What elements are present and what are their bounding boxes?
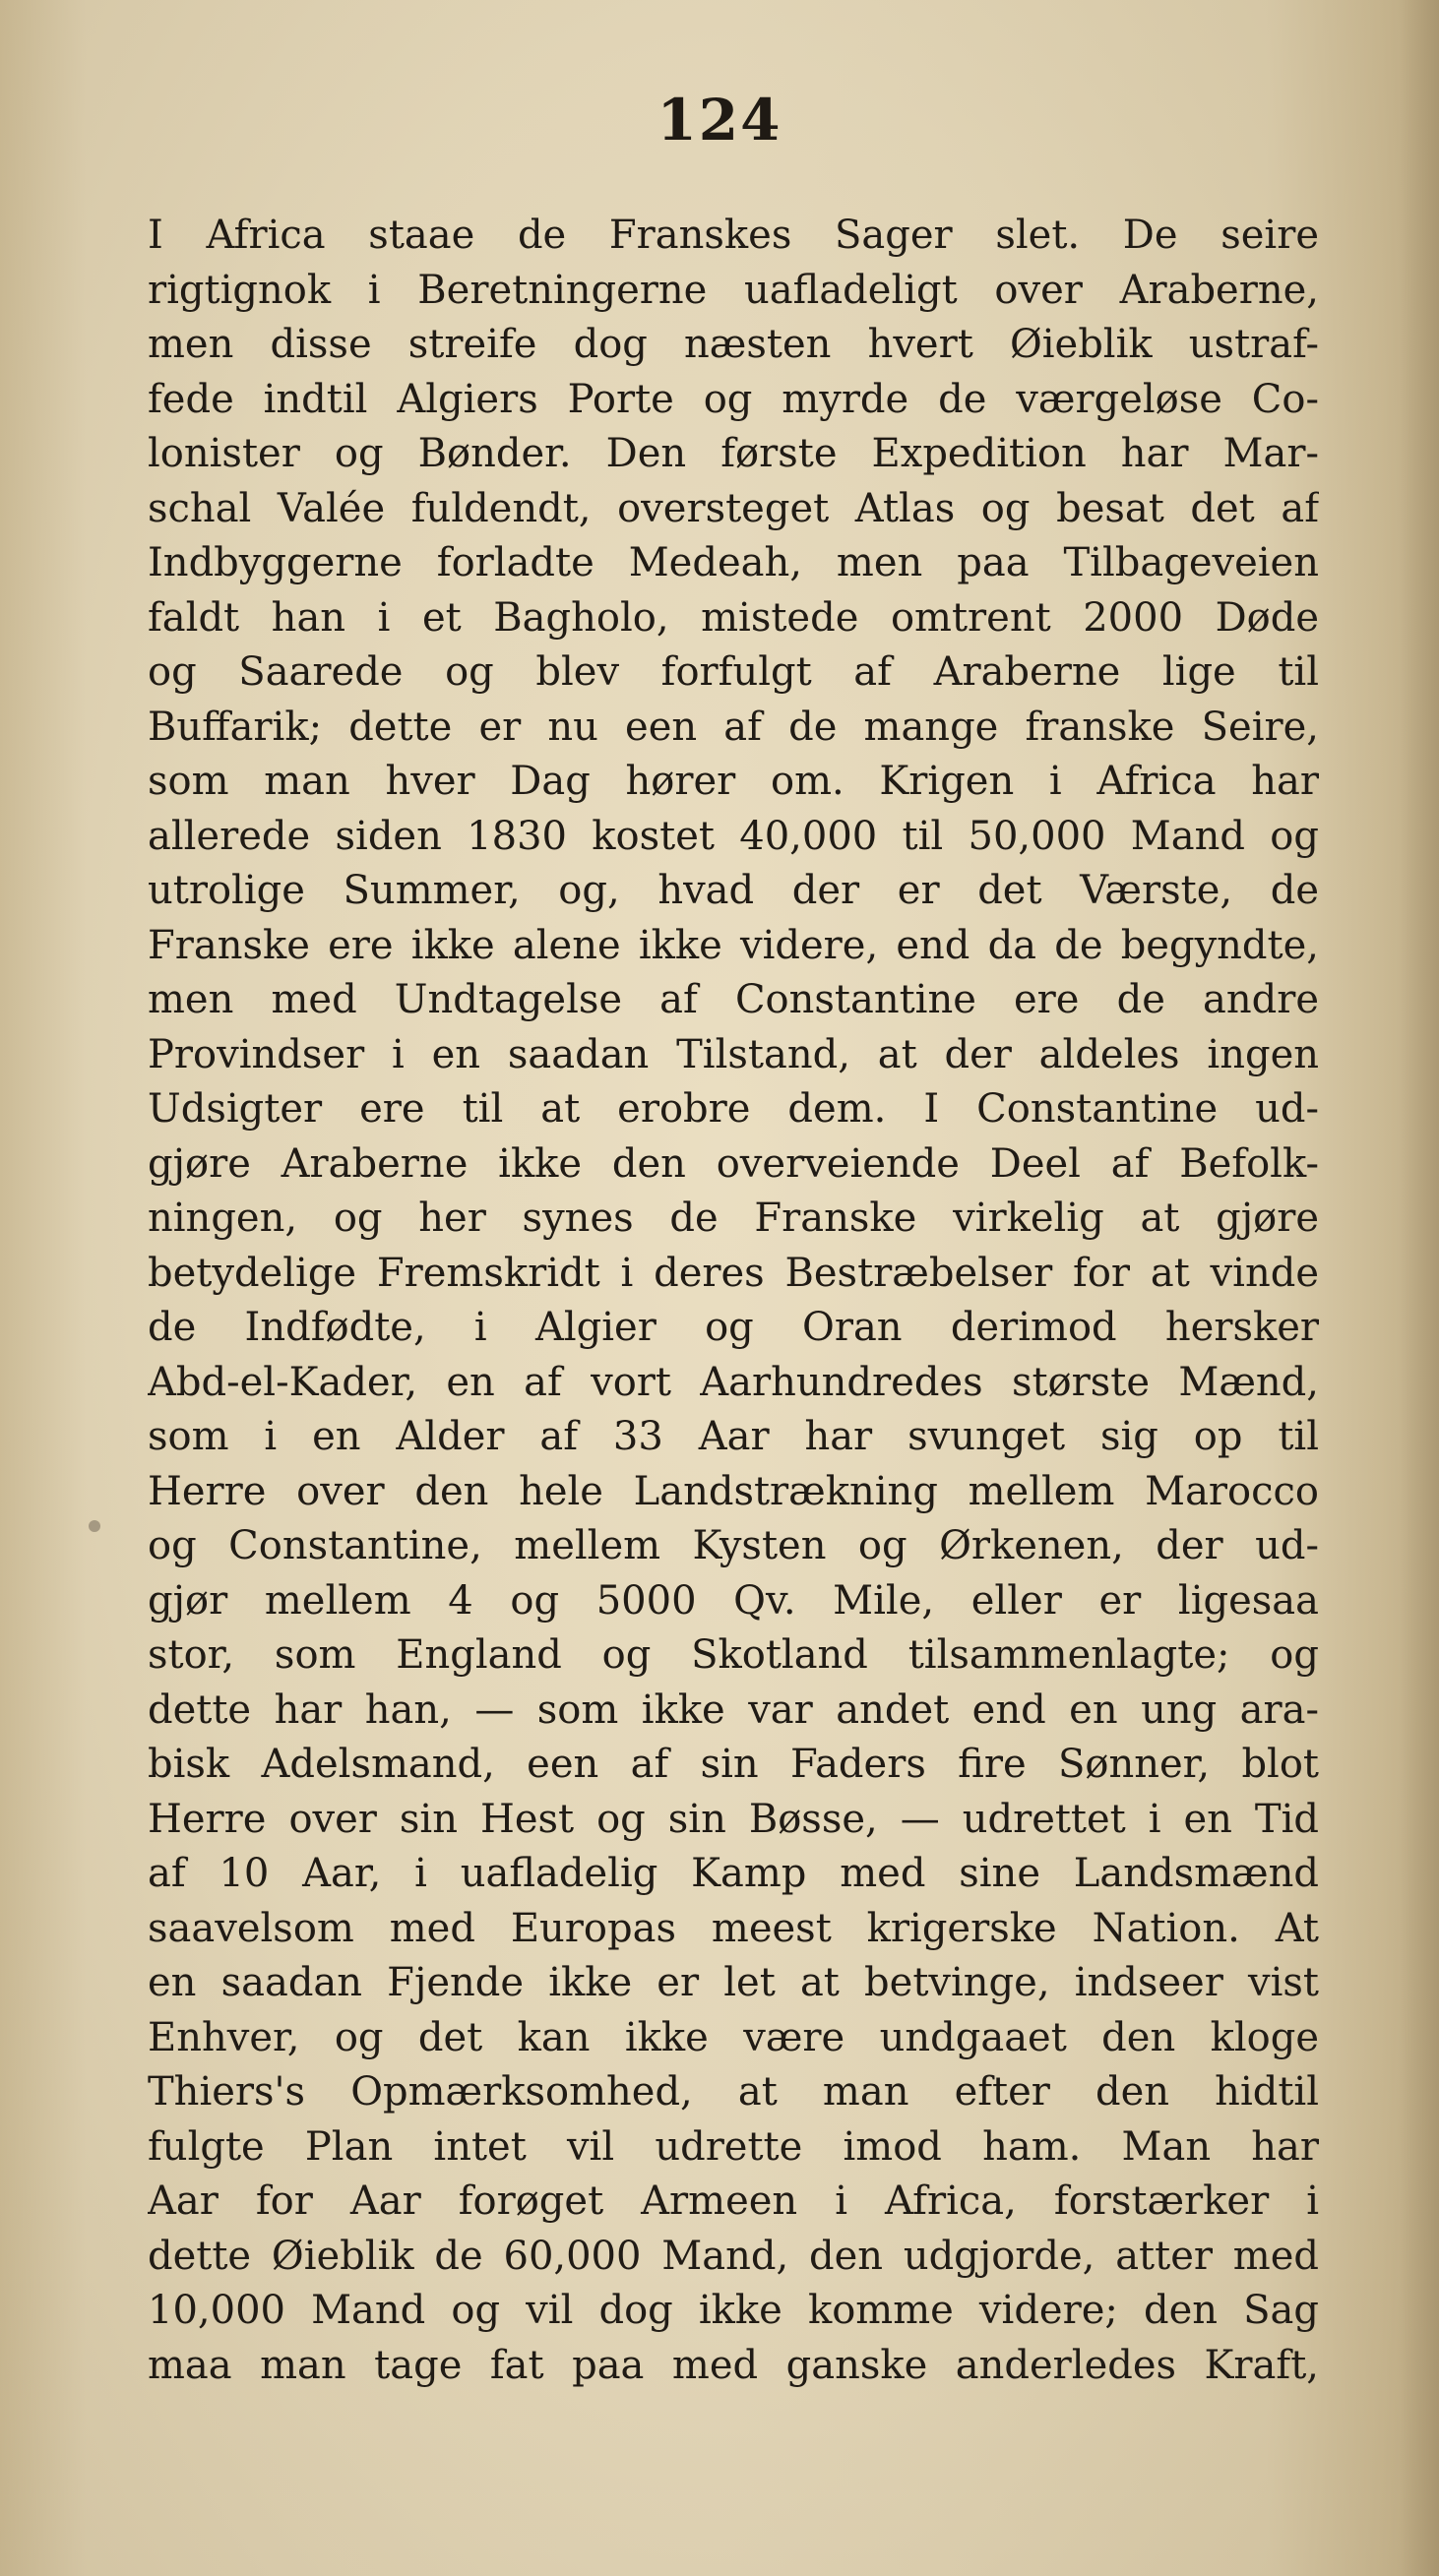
text-line: bisk Adelsmand, een af sin Faders fire Sønner, blot	[148, 1742, 1319, 1787]
text-line: Abd-el-Kader, en af vort Aarhundredes største Mænd,	[148, 1359, 1319, 1405]
ink-smudge	[89, 1520, 100, 1532]
text-line: lonister og Bønder. Den første Expedition har Mar-	[148, 431, 1319, 476]
text-line: Provindser i en saadan Tilstand, at der aldeles ingen	[148, 1031, 1319, 1077]
text-line: Herre over den hele Landstrækning mellem Marocco	[148, 1468, 1319, 1514]
body-text	[148, 209, 1319, 2393]
text-line: Udsigter ere til at erobre dem. I Constantine ud-	[148, 1086, 1319, 1132]
text-line: Indbyggerne forladte Medeah, men paa Tilbageveien	[148, 540, 1319, 585]
text-line: schal Valée fuldendt, oversteget Atlas og besat det af	[148, 485, 1319, 531]
text-line: Herre over sin Hest og sin Bøsse, — udrettet i en Tid	[148, 1796, 1319, 1842]
text-line: som i en Alder af 33 Aar har svunget sig op til	[148, 1414, 1319, 1459]
text-line: betydelige Fremskridt i deres Bestræbelser for at vinde	[148, 1250, 1319, 1296]
page-edge-shadow	[1400, 0, 1439, 2576]
text-line: af 10 Aar, i uafladelig Kamp med sine Landsmænd	[148, 1851, 1319, 1896]
text-line: allerede siden 1830 kostet 40,000 til 50,000 Mand og	[148, 813, 1319, 859]
text-line: I Africa staae de Franskes Sager slet. De seire	[148, 213, 1319, 258]
text-line: gjør mellem 4 og 5000 Qv. Mile, eller er ligesaa	[148, 1577, 1319, 1624]
text-line: fede indtil Algiers Porte og myrde de værgeløse Co-	[148, 376, 1319, 422]
text-line: og Saarede og blev forfulgt af Araberne lige til	[148, 649, 1319, 695]
text-line: Franske ere ikke alene ikke videre, end da de begyndte,	[148, 922, 1319, 968]
text-line: Aar for Aar forøget Armeen i Africa, forstærker i	[148, 2178, 1319, 2224]
text-line: de Indfødte, i Algier og Oran derimod hersker	[148, 1305, 1319, 1350]
text-line: dette har han, — som ikke var andet end en ung ara-	[148, 1687, 1319, 1733]
text-line: saavelsom med Europas meest krigerske Nation. At	[148, 1905, 1319, 1951]
text-line: utrolige Summer, og, hvad der er det Værste, de	[148, 868, 1319, 913]
text-line: ningen, og her synes de Franske virkelig at gjøre	[148, 1196, 1319, 1241]
text-line: faldt han i et Bagholo, mistede omtrent 2000 Døde	[148, 594, 1319, 641]
text-line: men disse streife dog næsten hvert Øieblik ustraf-	[148, 322, 1319, 367]
text-line: dette Øieblik de 60,000 Mand, den udgjorde, atter med	[148, 2233, 1319, 2279]
text-line: 10,000 Mand og vil dog ikke komme videre; den Sag	[148, 2288, 1319, 2333]
page-number: 124	[657, 87, 782, 153]
text-line: fulgte Plan intet vil udrette imod ham. Man har	[148, 2123, 1319, 2170]
text-line: stor, som England og Skotland tilsammenlagte; og	[148, 1632, 1319, 1678]
text-line: Buffarik; dette er nu een af de mange franske Seire,	[148, 704, 1319, 750]
text-line: gjøre Araberne ikke den overveiende Deel af Befolk-	[148, 1140, 1319, 1187]
text-line: men med Undtagelse af Constantine ere de andre	[148, 977, 1319, 1022]
text-line: Thiers's Opmærksomhed, at man efter den hidtil	[148, 2069, 1319, 2115]
text-line: maa man tage fat paa med ganske anderledes Kraft,	[148, 2342, 1319, 2388]
text-line: rigtignok i Beretningerne uafladeligt over Araberne,	[148, 267, 1319, 313]
text-line: en saadan Fjende ikke er let at betvinge, indseer vist	[148, 1960, 1319, 2005]
text-line: som man hver Dag hører om. Krigen i Africa har	[148, 759, 1319, 804]
text-line: Enhver, og det kan ikke være undgaaet den kloge	[148, 2014, 1319, 2060]
text-line: og Constantine, mellem Kysten og Ørkenen, der ud-	[148, 1523, 1319, 1568]
